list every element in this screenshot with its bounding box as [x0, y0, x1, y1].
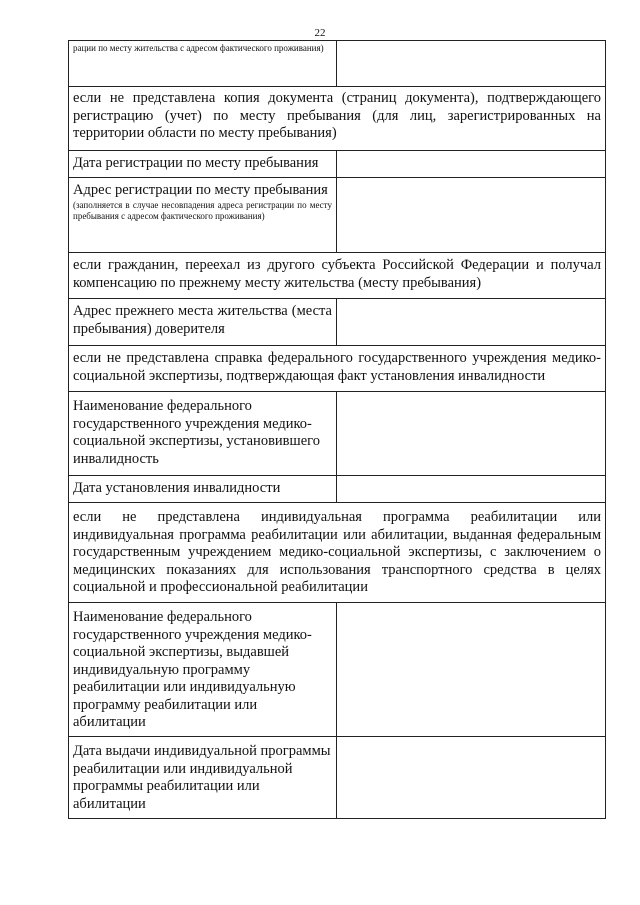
- table-row: [69, 503, 606, 603]
- field-value-cell[interactable]: [337, 299, 606, 346]
- field-value-cell[interactable]: [337, 737, 606, 819]
- field-value-cell[interactable]: [337, 603, 606, 737]
- field-label: Адрес регистрации по месту пребывания: [73, 182, 328, 198]
- field-value-cell[interactable]: [337, 476, 606, 503]
- table-row: [69, 346, 606, 392]
- table-row: [69, 392, 606, 476]
- field-label-cell: [69, 299, 337, 346]
- field-label: Дата установления инвалидности: [73, 480, 281, 496]
- field-note: (заполняется в случае несовпадения адреса регистрации по месту пребывания с адресом фактического проживания): [73, 199, 332, 221]
- table-row: [69, 151, 606, 178]
- table-row: [69, 178, 606, 253]
- application-form-table: [68, 40, 606, 819]
- condition-text: если гражданин, переехал из другого субъекта Российской Федерации и получал компенсацию по прежнему месту жительства (месту пребывания): [73, 257, 601, 291]
- condition-cell: [69, 253, 606, 299]
- page-number: 22: [314, 27, 326, 39]
- field-value-cell[interactable]: [337, 151, 606, 178]
- condition-text: если не представлена индивидуальная программа реабилитации или индивидуальная программа реабилитации или абилитации, выданная федеральным государственным учреждением медико-социальной экспертизы, с заключением о медицинских показаниях для использования транспортного средства в целях социальной и профессиональной реабилитации: [73, 509, 601, 595]
- field-label-cell: [69, 476, 337, 503]
- field-note: рации по месту жительства с адресом фактического проживания): [73, 43, 324, 53]
- table-row: [69, 737, 606, 819]
- field-label-cell: [69, 603, 337, 737]
- field-label-cell: [69, 392, 337, 476]
- field-label-cell: [69, 178, 337, 253]
- condition-text: если не представлена справка федерального государственного учреждения медико-социальной экспертизы, подтверждающая факт установления инвалидности: [73, 350, 601, 384]
- field-value-cell[interactable]: [337, 178, 606, 253]
- condition-cell: [69, 503, 606, 603]
- table-row: [69, 87, 606, 151]
- field-label: Дата выдачи индивидуальной программы реабилитации или индивидуальной программы реабилитации или абилитации: [73, 743, 331, 812]
- field-value-cell[interactable]: [337, 392, 606, 476]
- table-row: [69, 603, 606, 737]
- field-value-cell[interactable]: [337, 41, 606, 87]
- table-row: [69, 41, 606, 87]
- table-row: [69, 476, 606, 503]
- field-label-cell: [69, 151, 337, 178]
- condition-text: если не представлена копия документа (страниц документа), подтверждающего регистрацию (учет) по месту пребывания (для лиц, зарегистрированных на территории области по месту пребывания): [73, 90, 601, 141]
- field-label: Наименование федерального государственного учреждения медико-социальной экспертизы, установившего инвалидность: [73, 398, 320, 467]
- field-label: Наименование федерального государственного учреждения медико-социальной экспертизы, выдавшей индивидуальную программу реабилитации или индивидуальную программу реабилитации или абилитации: [73, 609, 312, 730]
- field-label: Адрес прежнего места жительства (места пребывания) доверителя: [73, 303, 332, 337]
- condition-cell: [69, 87, 606, 151]
- table-row: [69, 253, 606, 299]
- field-label-cell: [69, 737, 337, 819]
- field-label-cell: [69, 41, 337, 87]
- field-label: Дата регистрации по месту пребывания: [73, 155, 319, 171]
- table-row: [69, 299, 606, 346]
- condition-cell: [69, 346, 606, 392]
